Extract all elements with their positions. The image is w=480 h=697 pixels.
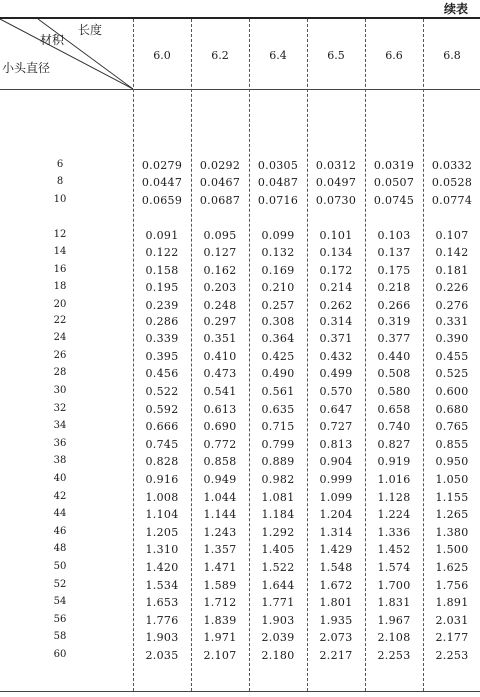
row-diameter-label: 14	[53, 246, 67, 258]
volume-cell: 0.276	[435, 298, 469, 312]
volume-cell: 0.0332	[431, 159, 473, 172]
volume-cell: 1.522	[261, 560, 295, 574]
volume-cell: 0.727	[319, 420, 353, 434]
row-diameter-label: 26	[53, 349, 67, 361]
volume-cell: 1.265	[435, 508, 469, 522]
volume-cell: 1.672	[319, 579, 353, 592]
row-diameter-label: 30	[53, 384, 67, 396]
volume-cell: 0.319	[377, 315, 411, 328]
volume-cell: 2.035	[145, 648, 179, 662]
volume-cell: 1.548	[319, 560, 353, 574]
volume-cell: 0.0774	[431, 193, 473, 207]
volume-cell: 2.217	[319, 648, 353, 662]
volume-cell: 0.647	[319, 403, 353, 416]
volume-cell: 0.0730	[315, 193, 357, 207]
volume-cell: 1.534	[145, 579, 179, 592]
volume-cell: 2.253	[435, 648, 469, 662]
volume-cell: 1.292	[261, 525, 295, 539]
volume-cell: 2.039	[261, 631, 295, 645]
volume-cell: 1.044	[203, 491, 237, 504]
corner-length-label: 长度	[78, 23, 103, 37]
volume-cell: 0.239	[145, 298, 179, 312]
volume-cell: 0.715	[261, 420, 295, 434]
volume-cell: 1.500	[435, 543, 469, 557]
volume-cell: 1.429	[319, 543, 353, 557]
volume-cell: 0.613	[203, 403, 237, 416]
volume-cell: 0.218	[377, 281, 411, 295]
volume-cell: 0.169	[261, 263, 295, 277]
row-diameter-label: 52	[53, 579, 67, 590]
volume-cell: 0.214	[319, 281, 353, 295]
volume-cell: 0.570	[319, 384, 353, 398]
row-diameter-label: 12	[53, 229, 67, 240]
volume-cell: 0.0305	[257, 159, 299, 172]
volume-cell: 0.195	[145, 281, 179, 295]
volume-cell: 1.184	[261, 508, 295, 522]
row-diameter-label: 44	[53, 508, 67, 520]
volume-cell: 0.266	[377, 298, 411, 312]
volume-cell: 1.452	[377, 543, 411, 557]
volume-cell: 0.175	[377, 263, 411, 277]
row-diameter-label: 58	[53, 631, 67, 643]
volume-cell: 0.919	[377, 455, 411, 469]
volume-cell: 0.203	[203, 281, 237, 295]
volume-cell: 0.364	[261, 332, 295, 346]
row-diameter-label: 32	[53, 403, 67, 414]
volume-cell: 0.0528	[431, 176, 473, 190]
volume-cell: 1.574	[377, 560, 411, 574]
volume-cell: 0.456	[145, 367, 179, 381]
volume-cell: 0.0497	[315, 176, 357, 190]
volume-cell: 0.0745	[373, 193, 415, 207]
volume-cell: 1.700	[377, 579, 411, 592]
column-header-length: 6.4	[269, 49, 287, 62]
volume-cell: 0.765	[435, 420, 469, 434]
volume-cell: 1.314	[319, 525, 353, 539]
row-diameter-label: 34	[53, 420, 67, 432]
volume-cell: 0.999	[319, 472, 353, 486]
volume-cell: 0.137	[377, 246, 411, 260]
header-rule	[0, 89, 480, 90]
volume-cell: 0.799	[261, 437, 295, 451]
volume-cell: 0.308	[261, 315, 295, 328]
volume-cell: 1.104	[145, 508, 179, 522]
volume-cell: 0.0716	[257, 193, 299, 207]
volume-cell: 1.204	[319, 508, 353, 522]
volume-cell: 1.243	[203, 525, 237, 539]
volume-cell: 1.099	[319, 491, 353, 504]
volume-cell: 0.0319	[373, 159, 415, 172]
row-diameter-label: 8	[56, 176, 64, 188]
volume-cell: 0.950	[435, 455, 469, 469]
row-diameter-label: 10	[53, 193, 67, 205]
column-header-length: 6.2	[211, 49, 229, 62]
volume-cell: 0.889	[261, 455, 295, 469]
volume-cell: 2.031	[435, 613, 469, 627]
corner-volume-label: 材积	[40, 33, 65, 47]
volume-cell: 0.122	[145, 246, 179, 260]
row-diameter-label: 22	[53, 315, 67, 326]
row-diameter-label: 48	[53, 543, 67, 555]
volume-cell: 0.091	[145, 229, 179, 242]
volume-cell: 0.600	[435, 384, 469, 398]
header-diagonal-lines	[0, 19, 133, 89]
volume-cell: 0.286	[145, 315, 179, 328]
volume-cell: 1.903	[145, 631, 179, 645]
volume-cell: 0.0487	[257, 176, 299, 190]
volume-cell: 0.0447	[141, 176, 183, 190]
volume-cell: 2.253	[377, 648, 411, 662]
column-header-length: 6.6	[385, 49, 403, 62]
volume-cell: 0.101	[319, 229, 353, 242]
row-diameter-label: 46	[53, 525, 67, 537]
volume-cell: 1.801	[319, 596, 353, 610]
volume-cell: 0.134	[319, 246, 353, 260]
volume-cell: 0.916	[145, 472, 179, 486]
volume-cell: 0.580	[377, 384, 411, 398]
row-diameter-label: 24	[53, 332, 67, 344]
volume-cell: 1.380	[435, 525, 469, 539]
column-header-length: 6.0	[153, 49, 171, 62]
volume-cell: 0.107	[435, 229, 469, 242]
row-diameter-label: 56	[53, 613, 67, 625]
volume-cell: 0.432	[319, 349, 353, 363]
volume-cell: 1.050	[435, 472, 469, 486]
volume-cell: 1.205	[145, 525, 179, 539]
volume-cell: 0.0279	[141, 159, 183, 172]
volume-cell: 0.095	[203, 229, 237, 242]
row-diameter-label: 50	[53, 560, 67, 572]
volume-cell: 1.016	[377, 472, 411, 486]
volume-cell: 0.541	[203, 384, 237, 398]
volume-cell: 0.690	[203, 420, 237, 434]
volume-cell: 1.771	[261, 596, 295, 610]
volume-cell: 0.813	[319, 437, 353, 451]
volume-cell: 0.455	[435, 349, 469, 363]
volume-cell: 0.099	[261, 229, 295, 242]
column-header-length: 6.5	[327, 49, 345, 62]
volume-cell: 1.357	[203, 543, 237, 557]
volume-cell: 0.635	[261, 403, 295, 416]
volume-cell: 1.625	[435, 560, 469, 574]
row-diameter-label: 42	[53, 491, 67, 502]
volume-cell: 1.712	[203, 596, 237, 610]
volume-cell: 0.490	[261, 367, 295, 381]
volume-cell: 0.680	[435, 403, 469, 416]
volume-cell: 0.0507	[373, 176, 415, 190]
volume-cell: 0.0659	[141, 193, 183, 207]
corner-diameter-label: 小头直径	[2, 61, 51, 75]
volume-cell: 0.827	[377, 437, 411, 451]
row-diameter-label: 38	[53, 455, 67, 467]
volume-cell: 1.935	[319, 613, 353, 627]
volume-cell: 0.561	[261, 384, 295, 398]
volume-cell: 0.0467	[199, 176, 241, 190]
volume-cell: 0.297	[203, 315, 237, 328]
row-diameter-label: 18	[53, 281, 67, 293]
volume-cell: 1.839	[203, 613, 237, 627]
volume-cell: 0.390	[435, 332, 469, 346]
volume-cell: 2.108	[377, 631, 411, 645]
volume-cell: 0.248	[203, 298, 237, 312]
volume-cell: 0.142	[435, 246, 469, 260]
volume-cell: 0.473	[203, 367, 237, 381]
volume-cell: 0.127	[203, 246, 237, 260]
volume-cell: 0.331	[435, 315, 469, 328]
volume-cell: 0.339	[145, 332, 179, 346]
continued-label: 续表	[443, 2, 468, 16]
volume-cell: 0.522	[145, 384, 179, 398]
volume-cell: 0.0687	[199, 193, 241, 207]
volume-cell: 0.855	[435, 437, 469, 451]
row-diameter-label: 20	[53, 298, 67, 310]
volume-cell: 0.858	[203, 455, 237, 469]
column-header-length: 6.8	[443, 49, 461, 62]
volume-cell: 1.971	[203, 631, 237, 645]
volume-cell: 0.904	[319, 455, 353, 469]
volume-cell: 1.336	[377, 525, 411, 539]
volume-table	[0, 17, 480, 692]
volume-cell: 1.967	[377, 613, 411, 627]
volume-cell: 0.172	[319, 263, 353, 277]
volume-cell: 1.224	[377, 508, 411, 522]
volume-cell: 0.425	[261, 349, 295, 363]
row-diameter-label: 6	[56, 159, 64, 170]
volume-cell: 0.982	[261, 472, 295, 486]
volume-cell: 0.162	[203, 263, 237, 277]
volume-cell: 0.745	[145, 437, 179, 451]
volume-cell: 1.589	[203, 579, 237, 592]
volume-cell: 0.132	[261, 246, 295, 260]
volume-cell: 0.158	[145, 263, 179, 277]
volume-cell: 0.0292	[199, 159, 241, 172]
volume-cell: 1.155	[435, 491, 469, 504]
volume-cell: 2.177	[435, 631, 469, 645]
volume-cell: 1.008	[145, 491, 179, 504]
volume-cell: 1.776	[145, 613, 179, 627]
volume-cell: 0.226	[435, 281, 469, 295]
volume-cell: 0.666	[145, 420, 179, 434]
volume-cell: 1.644	[261, 579, 295, 592]
row-diameter-label: 28	[53, 367, 67, 379]
volume-cell: 1.903	[261, 613, 295, 627]
volume-cell: 0.210	[261, 281, 295, 295]
volume-cell: 1.081	[261, 491, 295, 504]
volume-cell: 0.371	[319, 332, 353, 346]
volume-cell: 0.410	[203, 349, 237, 363]
volume-cell: 0.740	[377, 420, 411, 434]
volume-cell: 0.772	[203, 437, 237, 451]
volume-cell: 1.405	[261, 543, 295, 557]
volume-cell: 0.0312	[315, 159, 357, 172]
volume-cell: 0.658	[377, 403, 411, 416]
volume-cell: 0.499	[319, 367, 353, 381]
volume-cell: 0.828	[145, 455, 179, 469]
volume-cell: 0.262	[319, 298, 353, 312]
row-diameter-label: 60	[53, 648, 67, 660]
volume-cell: 1.756	[435, 579, 469, 592]
volume-cell: 1.653	[145, 596, 179, 610]
row-diameter-label: 54	[53, 596, 67, 608]
volume-cell: 1.831	[377, 596, 411, 610]
volume-cell: 0.440	[377, 349, 411, 363]
row-diameter-label: 36	[53, 437, 67, 449]
volume-cell: 0.508	[377, 367, 411, 381]
volume-cell: 2.180	[261, 648, 295, 662]
volume-cell: 2.073	[319, 631, 353, 645]
volume-cell: 0.351	[203, 332, 237, 346]
volume-cell: 0.103	[377, 229, 411, 242]
volume-cell: 1.144	[203, 508, 237, 522]
volume-cell: 0.314	[319, 315, 353, 328]
volume-cell: 1.891	[435, 596, 469, 610]
volume-cell: 1.128	[377, 491, 411, 504]
row-diameter-label: 40	[53, 472, 67, 484]
volume-cell: 2.107	[203, 648, 237, 662]
volume-cell: 0.592	[145, 403, 179, 416]
volume-cell: 0.395	[145, 349, 179, 363]
volume-cell: 1.310	[145, 543, 179, 557]
volume-cell: 0.525	[435, 367, 469, 381]
volume-cell: 0.377	[377, 332, 411, 346]
row-diameter-label: 16	[53, 263, 67, 275]
volume-cell: 0.949	[203, 472, 237, 486]
volume-cell: 0.181	[435, 263, 469, 277]
volume-cell: 1.420	[145, 560, 179, 574]
volume-cell: 1.471	[203, 560, 237, 574]
volume-cell: 0.257	[261, 298, 295, 312]
